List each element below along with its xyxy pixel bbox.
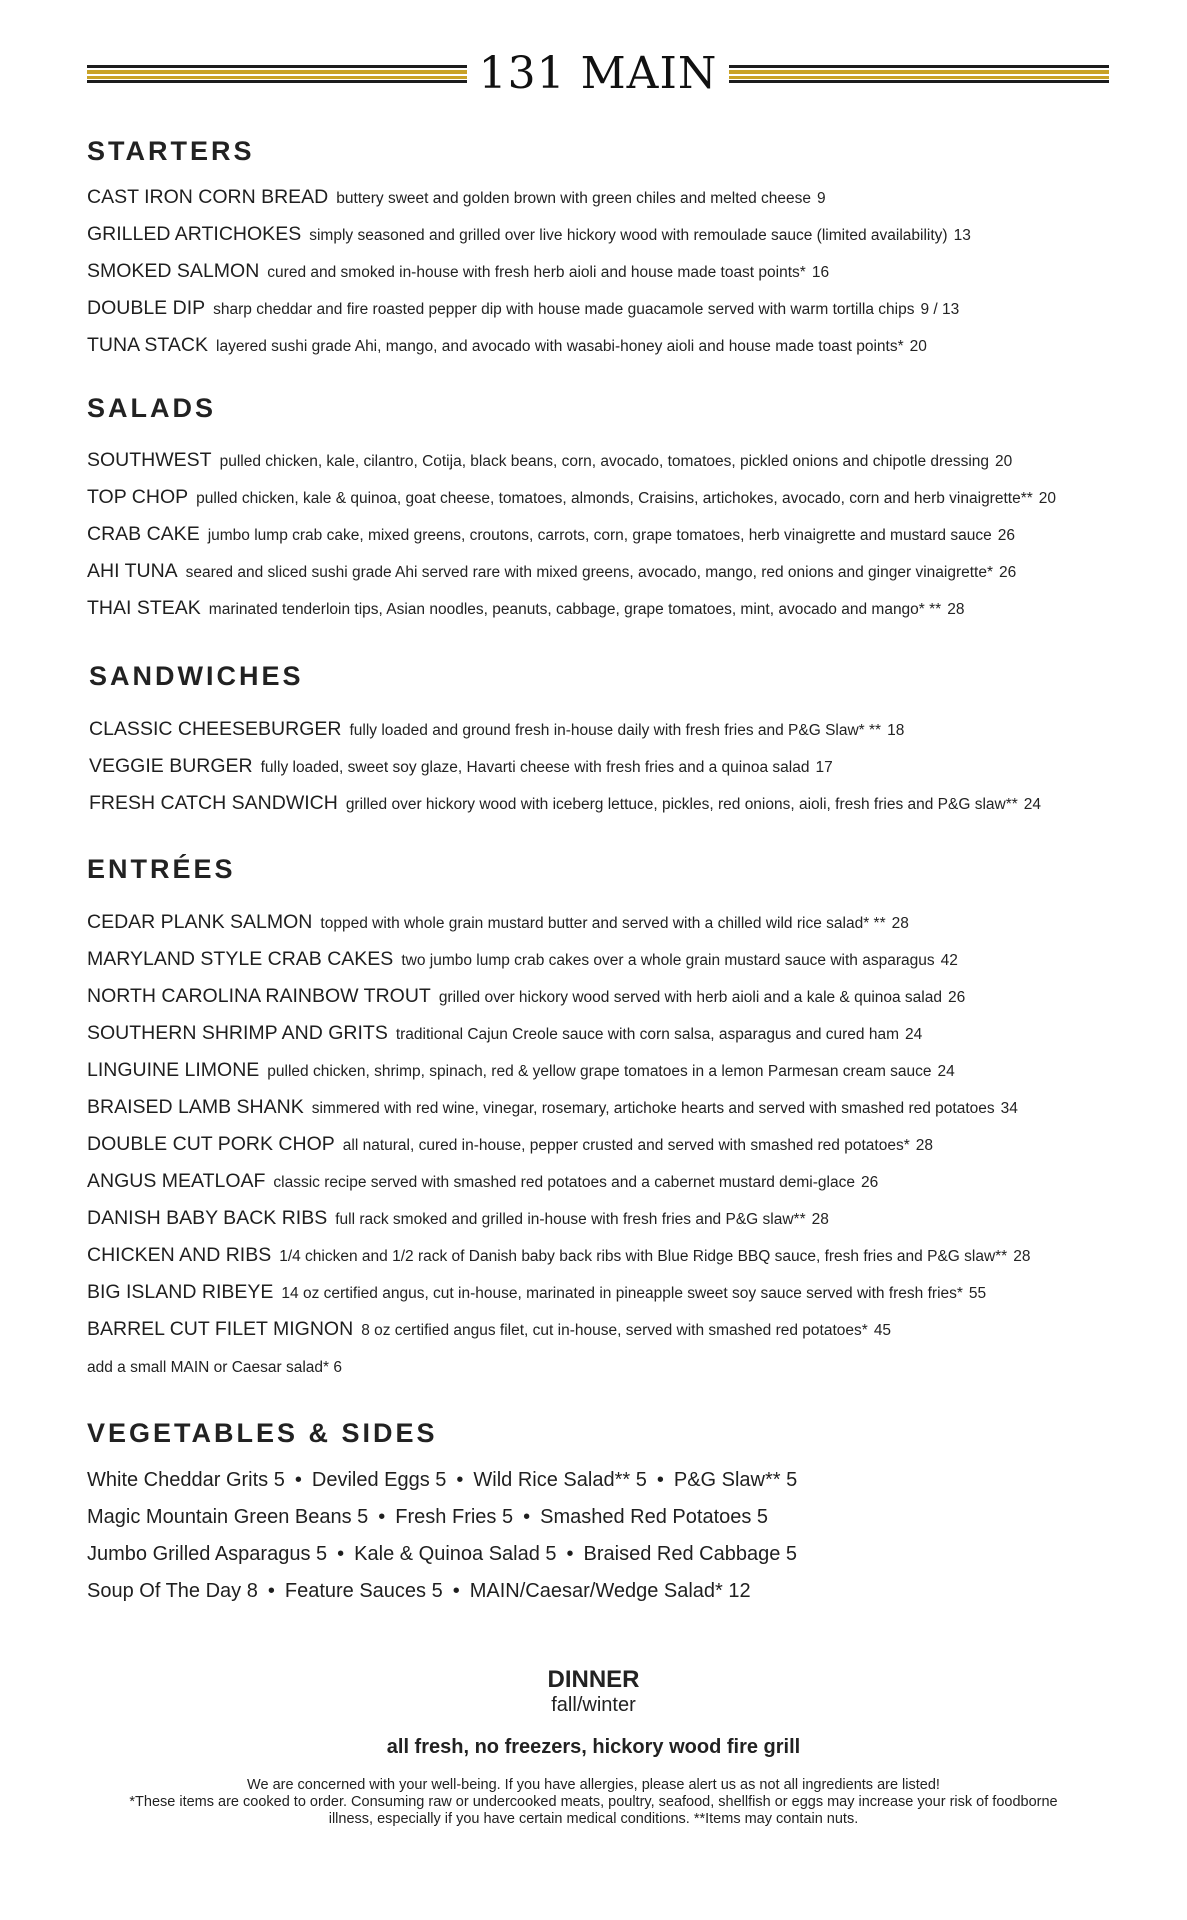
sides-line <box>87 1462 1167 1499</box>
side-item: Jumbo Grilled Asparagus 5 <box>87 1543 328 1565</box>
menu-item-description: pulled chicken, kale, cilantro, Cotija, black beans, corn, avocado, tomatoes, pickled onions and chipotle dressing <box>219 453 990 470</box>
raw-food-warning: *These items are cooked to order. Consuming raw or undercooked meats, poultry, seafood, shellfish or eggs may increase your risk of foodborne illness, especially if you have certain medical conditions. **Items may contain nuts. <box>129 1794 1058 1827</box>
menu-item-name: BARREL CUT FILET MIGNON <box>87 1318 354 1340</box>
menu-item <box>87 1089 1167 1126</box>
menu-item-description: jumbo lump crab cake, mixed greens, croutons, carrots, corn, grape tomatoes, herb vinaigrette and mustard sauce <box>207 527 992 544</box>
menu-item-name: VEGGIE BURGER <box>89 755 253 777</box>
menu-item-price: 28 <box>947 601 965 618</box>
section-sandwiches <box>89 711 1169 822</box>
bullet-separator: • <box>337 1543 345 1565</box>
menu-item <box>87 978 1167 1015</box>
menu-item-name: LINGUINE LIMONE <box>87 1059 260 1081</box>
menu-item <box>87 1274 1167 1311</box>
side-item: P&G Slaw** 5 <box>673 1469 798 1491</box>
section-sides <box>87 1462 1167 1610</box>
menu-item-description: simmered with red wine, vinegar, rosemary, artichoke hearts and served with smashed red potatoes <box>311 1100 995 1117</box>
menu-item-name: AHI TUNA <box>87 560 178 582</box>
menu-footer <box>0 1667 1187 1828</box>
bullet-separator: • <box>656 1469 664 1491</box>
menu-item <box>87 1237 1167 1274</box>
side-item: White Cheddar Grits 5 <box>87 1469 285 1491</box>
menu-item-description: pulled chicken, shrimp, spinach, red & yellow grape tomatoes in a lemon Parmesan cream sauce <box>267 1063 932 1080</box>
menu-item-description: layered sushi grade Ahi, mango, and avocado with wasabi-honey aioli and house made toast points* <box>216 338 904 355</box>
section-title-sandwiches: SANDWICHES <box>89 661 304 691</box>
side-item: Fresh Fries 5 <box>395 1506 514 1528</box>
entree-add-salad-note: add a small MAIN or Caesar salad* 6 <box>87 1359 343 1376</box>
menu-item-price: 18 <box>887 722 905 739</box>
menu-item-description: two jumbo lump crab cakes over a whole grain mustard sauce with asparagus <box>401 952 935 969</box>
menu-item-price: 16 <box>811 264 830 281</box>
bullet-separator: • <box>523 1506 531 1528</box>
bullet-separator: • <box>566 1543 574 1565</box>
section-starters <box>87 179 1167 364</box>
sides-line <box>87 1573 1167 1610</box>
menu-item-price: 28 <box>1013 1248 1031 1265</box>
side-item: Kale & Quinoa Salad 5 <box>354 1543 557 1565</box>
menu-item-name: CLASSIC CHEESEBURGER <box>89 718 342 740</box>
menu-item-description: traditional Cajun Creole sauce with corn salsa, asparagus and cured ham <box>395 1026 900 1043</box>
menu-item-name: BIG ISLAND RIBEYE <box>87 1281 274 1303</box>
menu-item-description: all natural, cured in-house, pepper crusted and served with smashed red potatoes* <box>342 1137 910 1154</box>
side-item: Feature Sauces 5 <box>284 1580 443 1602</box>
menu-item-price: 28 <box>811 1211 829 1228</box>
menu-item <box>87 904 1167 941</box>
bullet-separator: • <box>267 1580 275 1602</box>
section-title-entrees: ENTRÉES <box>87 854 236 884</box>
menu-item-name: NORTH CAROLINA RAINBOW TROUT <box>87 985 431 1007</box>
menu-item-price: 20 <box>909 338 927 355</box>
section-title-salads: SALADS <box>87 393 217 423</box>
menu-item-description: 8 oz certified angus filet, cut in-house, served with smashed red potatoes* <box>361 1322 868 1339</box>
menu-item-description: fully loaded, sweet soy glaze, Havarti cheese with fresh fries and a quinoa salad <box>260 759 810 776</box>
bullet-separator: • <box>456 1469 464 1491</box>
side-item: Deviled Eggs 5 <box>311 1469 447 1491</box>
tagline: all fresh, no freezers, hickory wood fire grill <box>386 1736 801 1758</box>
menu-item-price: 24 <box>937 1063 955 1080</box>
menu-item-name: DOUBLE CUT PORK CHOP <box>87 1133 335 1155</box>
menu-item-name: TOP CHOP <box>87 486 189 508</box>
menu-item-price: 42 <box>940 952 958 969</box>
right-stripe-decoration <box>729 65 1109 83</box>
menu-item <box>87 179 1167 216</box>
menu-item <box>87 1200 1167 1237</box>
menu-item <box>87 516 1167 553</box>
menu-item-price: 26 <box>948 989 966 1006</box>
menu-item-description: full rack smoked and grilled in-house with fresh fries and P&G slaw** <box>335 1211 806 1228</box>
menu-item-name: DOUBLE DIP <box>87 297 206 319</box>
section-entrees <box>87 904 1167 1348</box>
bullet-separator: • <box>452 1580 460 1602</box>
menu-item <box>87 216 1167 253</box>
menu-item-description: pulled chicken, kale & quinoa, goat cheese, tomatoes, almonds, Craisins, artichokes, avocado, corn and herb vinaigrette** <box>196 490 1033 507</box>
menu-item <box>87 442 1167 479</box>
menu-item <box>87 1052 1167 1089</box>
menu-item <box>87 479 1167 516</box>
menu-item-name: BRAISED LAMB SHANK <box>87 1096 304 1118</box>
menu-item-name: DANISH BABY BACK RIBS <box>87 1207 328 1229</box>
menu-item <box>87 253 1167 290</box>
section-title-starters: STARTERS <box>87 136 255 166</box>
menu-item-price: 26 <box>860 1174 879 1191</box>
menu-item-price: 17 <box>815 759 833 776</box>
menu-item-name: TUNA STACK <box>87 334 208 356</box>
menu-item-description: grilled over hickory wood with iceberg lettuce, pickles, red onions, aioli, fresh fries and P&G slaw** <box>345 796 1018 813</box>
menu-item-description: grilled over hickory wood served with herb aioli and a kale & quinoa salad <box>438 989 942 1006</box>
left-stripe-decoration <box>87 65 467 83</box>
menu-item <box>87 553 1167 590</box>
menu-item <box>87 590 1167 627</box>
menu-item-description: 14 oz certified angus, cut in-house, marinated in pineapple sweet soy sauce served with fresh fries* <box>281 1285 963 1302</box>
restaurant-logo: 131 MAIN <box>478 48 718 99</box>
menu-item-price: 28 <box>915 1137 933 1154</box>
menu-item <box>89 748 1169 785</box>
section-title-sides: VEGETABLES & SIDES <box>87 1418 438 1448</box>
menu-item-description: marinated tenderloin tips, Asian noodles, peanuts, cabbage, grape tomatoes, mint, avocado and mango* ** <box>208 601 942 618</box>
side-item: Braised Red Cabbage 5 <box>583 1543 798 1565</box>
menu-item-description: 1/4 chicken and 1/2 rack of Danish baby back ribs with Blue Ridge BBQ sauce, fresh fries and P&G slaw** <box>279 1248 1008 1265</box>
season-label: fall/winter <box>551 1694 636 1716</box>
menu-item-price: 20 <box>995 453 1013 470</box>
menu-item-price: 55 <box>968 1285 987 1302</box>
menu-item-name: THAI STEAK <box>87 597 201 619</box>
menu-item-price: 26 <box>997 527 1015 544</box>
menu-item <box>87 941 1167 978</box>
menu-item-description: topped with whole grain mustard butter and served with a chilled wild rice salad* ** <box>320 915 886 932</box>
side-item: Soup Of The Day 8 <box>87 1580 258 1602</box>
menu-item <box>89 785 1169 822</box>
menu-item-name: GRILLED ARTICHOKES <box>87 223 302 245</box>
menu-item-price: 26 <box>999 564 1017 581</box>
menu-item-name: MARYLAND STYLE CRAB CAKES <box>87 948 394 970</box>
allergy-notice: We are concerned with your well-being. If you have allergies, please alert us as not all ingredients are listed! <box>247 1777 940 1793</box>
menu-item-description: classic recipe served with smashed red potatoes and a cabernet mustard demi-glace <box>273 1174 855 1191</box>
menu-item-description: seared and sliced sushi grade Ahi served rare with mixed greens, avocado, mango, red onions and ginger vinaigrette* <box>185 564 993 581</box>
meal-label: DINNER <box>547 1666 640 1693</box>
side-item: MAIN/Caesar/Wedge Salad* 12 <box>469 1580 751 1602</box>
side-item: Smashed Red Potatoes 5 <box>540 1506 769 1528</box>
sides-line <box>87 1536 1167 1573</box>
menu-item-price: 28 <box>891 915 909 932</box>
sides-line <box>87 1499 1167 1536</box>
disclaimer <box>114 1777 1074 1828</box>
menu-item-price: 13 <box>953 227 971 244</box>
menu-item-name: CEDAR PLANK SALMON <box>87 911 313 933</box>
menu-item-price: 24 <box>1023 796 1042 813</box>
side-item: Magic Mountain Green Beans 5 <box>87 1506 369 1528</box>
menu-item-price: 24 <box>905 1026 923 1043</box>
menu-item-description: simply seasoned and grilled over live hickory wood with remoulade sauce (limited availability) <box>309 227 948 244</box>
menu-item-description: cured and smoked in-house with fresh herb aioli and house made toast points* <box>267 264 806 281</box>
menu-item <box>87 1163 1167 1200</box>
menu-item <box>87 1015 1167 1052</box>
menu-header <box>87 48 1109 99</box>
menu-item-price: 9 <box>817 190 826 207</box>
menu-item <box>87 1126 1167 1163</box>
menu-item-price: 34 <box>1000 1100 1018 1117</box>
menu-item-description: buttery sweet and golden brown with green chiles and melted cheese <box>336 190 812 207</box>
menu-item <box>87 290 1167 327</box>
menu-item-name: SOUTHWEST <box>87 449 212 471</box>
bullet-separator: • <box>378 1506 386 1528</box>
menu-item-price: 45 <box>873 1322 892 1339</box>
menu-item-description: sharp cheddar and fire roasted pepper dip with house made guacamole served with warm tortilla chips <box>213 301 915 318</box>
menu-item-name: FRESH CATCH SANDWICH <box>89 792 338 814</box>
menu-item-name: CAST IRON CORN BREAD <box>87 186 329 208</box>
side-item: Wild Rice Salad** 5 <box>473 1469 647 1491</box>
bullet-separator: • <box>294 1469 302 1491</box>
menu-item-name: SMOKED SALMON <box>87 260 260 282</box>
menu-item-name: CHICKEN AND RIBS <box>87 1244 272 1266</box>
menu-item-name: SOUTHERN SHRIMP AND GRITS <box>87 1022 388 1044</box>
menu-item-price: 9 / 13 <box>920 301 960 318</box>
menu-item <box>89 711 1169 748</box>
menu-item-description: fully loaded and ground fresh in-house daily with fresh fries and P&G Slaw* ** <box>349 722 882 739</box>
menu-item-price: 20 <box>1038 490 1057 507</box>
menu-item-name: ANGUS MEATLOAF <box>87 1170 266 1192</box>
menu-item <box>87 327 1167 364</box>
menu-item-name: CRAB CAKE <box>87 523 200 545</box>
menu-item <box>87 1311 1167 1348</box>
section-salads <box>87 442 1167 627</box>
